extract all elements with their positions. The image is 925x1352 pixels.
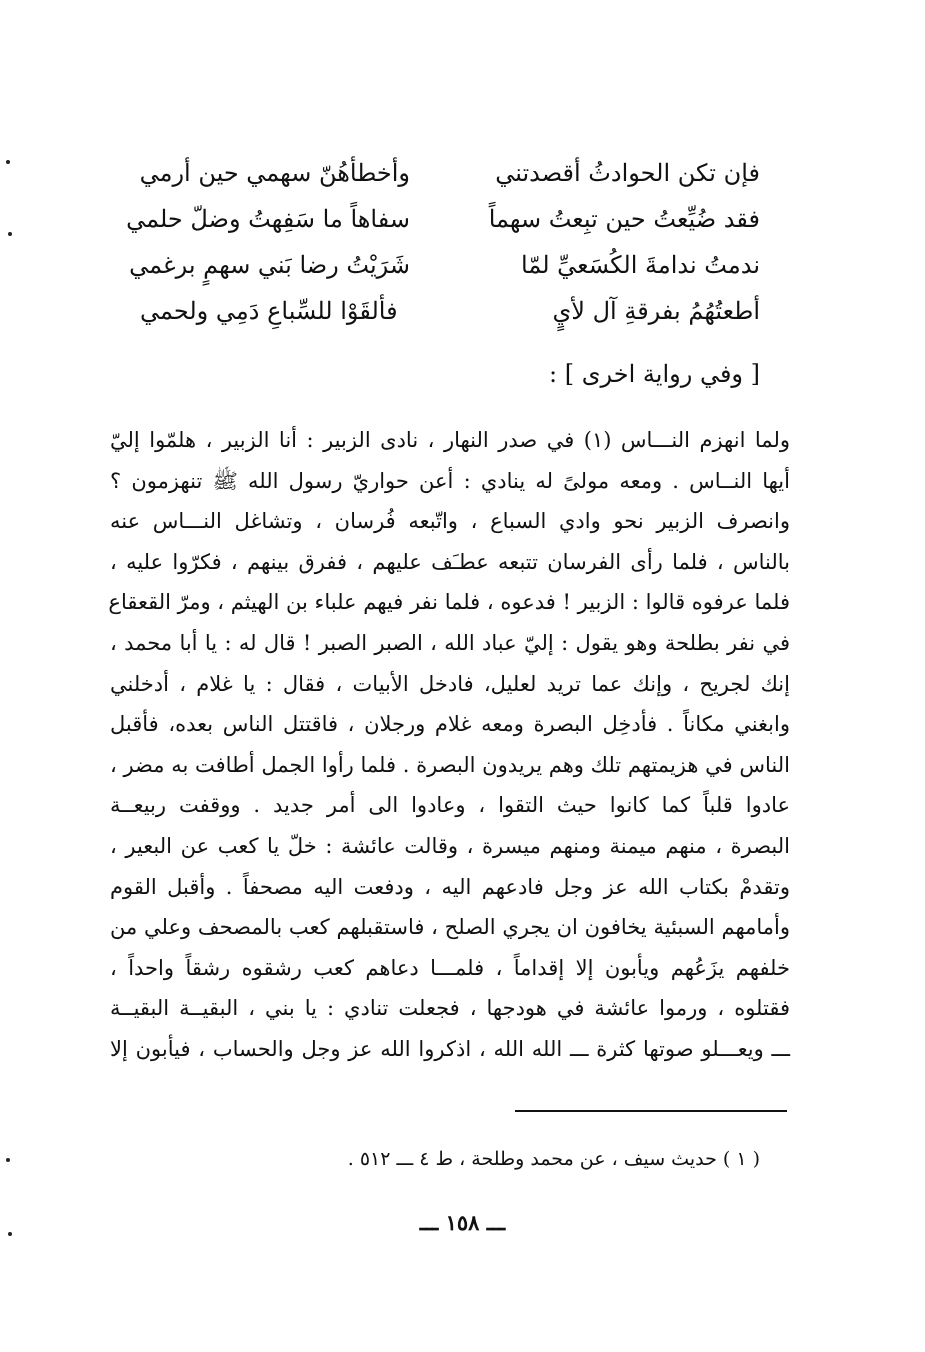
prose-line: في نفر بطلحة وهو يقول : إليّ عباد الله ، الصبر الصبر ! قال له : يا أبا محمد ، [110,630,790,655]
prose-line: عادوا قلباً كما كانوا حيث التقوا ، وعادوا الى أمر جديد . ووقفت ربيعــة [110,793,790,818]
verse-second-hemistich: سفاهاً ما سَفِهتُ وضلّ حلمي [126,205,410,233]
prose-line: وأمامهم السبئية يخافون ان يجري الصلح ، فاستقبلهم كعب بالمصحف وعلي من [110,915,790,940]
footnote-separator [515,1110,787,1112]
poem-verse [126,196,760,242]
prose-line: بالناس ، فلما رأى الفرسان تتبعه عطـَف عليهم ، ففرق بينهم ، فكرّوا عليه ، [110,549,790,574]
poem-verse [140,288,760,334]
page-number: ـــ ١٥٨ ـــ [419,1210,506,1235]
prose-line: البصرة ، منهم ميمنة ومنهم ميسرة ، وقالت عائشة : خلّ يا كعب عن البعير ، [110,833,790,858]
prose-line: إنك لجريح ، وإنك عما تريد لعليل، فادخل الأبيات ، فقال : يا غلام ، أدخلني [110,671,790,696]
verse-second-hemistich: فألقَوْا للسِّباعِ دَمِي ولحمي [140,297,398,325]
variant-narration-note: [ وفي رواية اخرى ] : [549,360,760,388]
prose-line: فلما عرفوه قالوا : الزبير ! فدعوه ، فلما نفر فيهم علباء بن الهيثم ، ومرّ القعقاع [108,590,790,615]
poem-verse [129,242,760,288]
verse-first-hemistich: فإن تكن الحوادثُ أقصدتني [495,159,760,187]
prose-body [110,420,790,1070]
prose-line: ولما انهزم النـــاس (١) في صدر النهار ، نادى الزبير : أنا الزبير ، هلمّوا إليّ [110,428,790,452]
prose-line: أيها النــاس . ومعه مولىً له ينادي : أعن حواريّ رسول الله ﷺ تنهزمون ؟ [110,468,790,493]
scan-mark [6,160,10,164]
prose-line: خلفهم يزَعُهم ويأبون إلا إقداماً ، فلمـــا دعاهم كعب رشقوه رشقاً واحداً ، [110,955,790,980]
verse-second-hemistich: شَرَيْتُ رضا بَني سهمٍ برغمي [129,251,410,279]
verse-second-hemistich: وأخطأهُنّ سهمي حين أرمي [139,159,410,187]
prose-line: وانصرف الزبير نحو وادي السباع ، واتّبعه فُرسان ، وتشاغل النـــاس عنه [110,509,790,534]
prose-line: وتقدمْ بكتاب الله عز وجل فادعهم اليه ، ودفعت اليه مصحفاً . وأقبل القوم [110,874,790,899]
verse-first-hemistich: ندمتُ ندامةَ الكُسَعيِّ لمّا [521,251,760,279]
verse-first-hemistich: أطعتُهُمُ بفرقةِ آل لأيٍ [552,297,760,325]
poem-verse [140,150,760,196]
scan-mark [8,232,12,236]
prose-line: وابغني مكاناً . فأدخِل البصرة ومعه غلام ورجلان ، فاقتتل الناس بعده، فأقبل [110,712,790,737]
prose-line: الناس في هزيمتهم تلك وهم يريدون البصرة . فلما رأوا الجمل أطافت به مضر ، [110,752,790,777]
verse-first-hemistich: فقد ضُيِّعتُ حين تبِعتُ سهماً [488,205,760,233]
scan-mark [6,1158,10,1162]
footnote: ( ١ ) حديث سيف ، عن محمد وطلحة ، ط ٤ ـــ ٥١٢ . [347,1148,760,1170]
prose-line: ـــ ويعـــلو صوتها كثرة ـــ الله الله ، اذكروا الله عز وجل والحساب ، فيأبون إلا [110,1036,790,1061]
prose-line: فقتلوه ، ورموا عائشة في هودجها ، فجعلت تنادي : يا بني ، البقيــة البقيــة [110,996,790,1021]
poem [126,150,760,334]
